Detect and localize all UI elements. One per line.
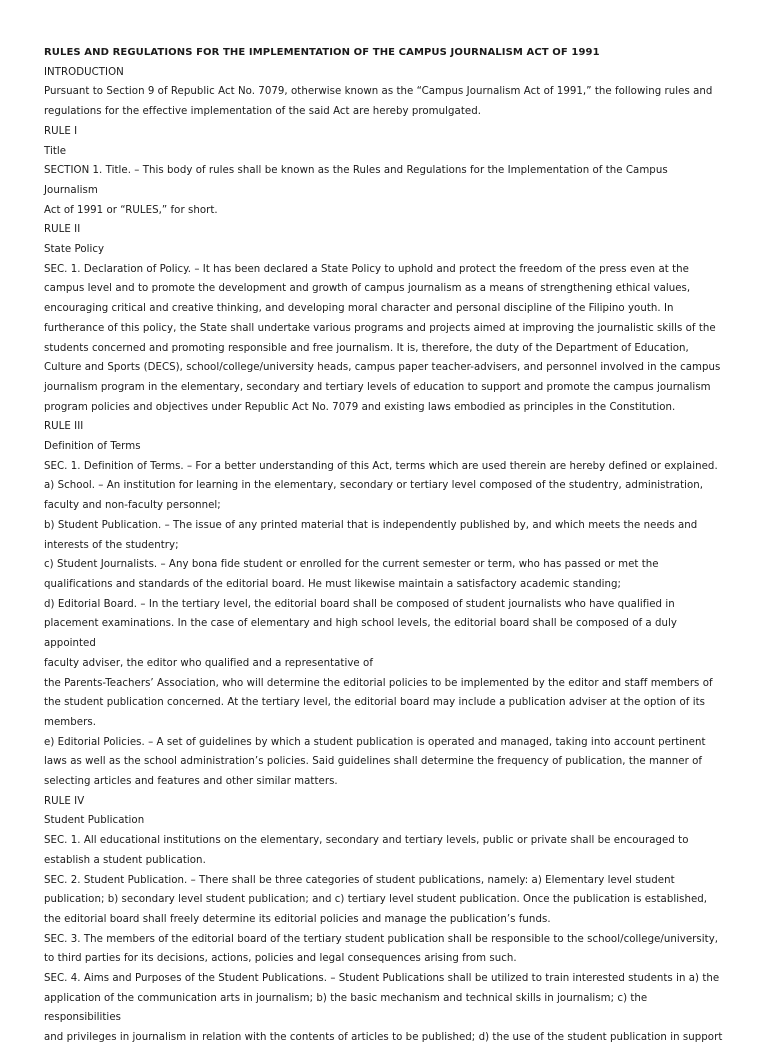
text-line: Act of 1991 or “RULES,” for short. <box>44 204 218 216</box>
text-line: the student publication concerned. At the tertiary level, the editorial board may include a publication adviser at the option of its <box>44 697 705 709</box>
document-page <box>44 43 724 1048</box>
text-line: laws as well as the school administration’s policies. Said guidelines shall determine the frequency of publication, the manner of <box>44 756 703 768</box>
rule-heading: RULE III <box>44 421 84 433</box>
text-line: faculty and non-faculty personnel; <box>44 500 221 512</box>
text-line: encouraging critical and creative thinking, and developing moral character and personal discipline of the Filipino youth. In <box>44 303 674 315</box>
rule-title: Title <box>44 145 67 157</box>
text-line: c) Student Journalists. – Any bona fide student or enrolled for the current semester or term, who has passed or met the <box>44 559 659 571</box>
text-line: the editorial board shall freely determine its editorial policies and manage the publication’s funds. <box>44 913 551 925</box>
text-line: the Parents-Teachers’ Association, who will determine the editorial policies to be implemented by the editor and staff members of <box>44 677 713 689</box>
text-line: placement examinations. In the case of elementary and high school levels, the editorial board shall be composed of a duly appointed <box>44 618 677 650</box>
section-heading-introduction: INTRODUCTION <box>44 66 124 78</box>
rule-title: Definition of Terms <box>44 441 141 453</box>
text-line: to third parties for its decisions, actions, policies and legal consequences arising from such. <box>44 953 517 965</box>
text-line: qualifications and standards of the editorial board. He must likewise maintain a satisfactory academic standing; <box>44 578 622 590</box>
text-line: e) Editorial Policies. – A set of guidelines by which a student publication is operated and managed, taking into account pertinent <box>44 736 706 748</box>
text-line: students concerned and promoting responsible and free journalism. It is, therefore, the duty of the Department of Education, <box>44 342 689 354</box>
rule-title: Student Publication <box>44 815 145 827</box>
text-line: SEC. 3. The members of the editorial board of the tertiary student publication shall be responsible to the school/college/university, <box>44 933 719 945</box>
text-line: program policies and objectives under Republic Act No. 7079 and existing laws embodied as principles in the Constitution. <box>44 401 676 413</box>
text-line: faculty adviser, the editor who qualified and a representative of <box>44 657 373 669</box>
text-line: members. <box>44 716 96 728</box>
text-line: SEC. 2. Student Publication. – There shall be three categories of student publications, namely: a) Elementary level student <box>44 874 675 886</box>
text-line: furtherance of this policy, the State shall undertake various programs and projects aimed at improving the journalistic skills of the <box>44 322 716 334</box>
text-line: SEC. 4. Aims and Purposes of the Student Publications. – Student Publications shall be utilized to train interested students in a) the <box>44 973 720 985</box>
text-line: b) Student Publication. – The issue of any printed material that is independently published by, and which meets the needs and <box>44 519 698 531</box>
text-line: SECTION 1. Title. – This body of rules shall be known as the Rules and Regulations for the Implementation of the Campus Journalism <box>44 165 668 196</box>
rule-heading: RULE IV <box>44 795 85 807</box>
text-line: establish a student publication. <box>44 854 206 866</box>
text-line: interests of the studentry; <box>44 539 179 551</box>
rule-heading: RULE II <box>44 224 81 236</box>
text-line: SEC. 1. Definition of Terms. – For a better understanding of this Act, terms which are used therein are hereby defined or explained. <box>44 460 718 472</box>
rule-title: State Policy <box>44 244 105 256</box>
text-line: and privileges in journalism in relation with the contents of articles to be published; d) the use of the student publication in support <box>44 1032 723 1044</box>
rule-heading: RULE I <box>44 125 78 137</box>
text-line: regulations for the effective implementation of the said Act are hereby promulgated. <box>44 106 481 118</box>
document-title: RULES AND REGULATIONS FOR THE IMPLEMENTATION OF THE CAMPUS JOURNALISM ACT OF 1991 <box>44 47 600 58</box>
text-line: Pursuant to Section 9 of Republic Act No. 7079, otherwise known as the “Campus Journalism Act of 1991,” the following rules and <box>44 86 713 98</box>
text-line: journalism program in the elementary, secondary and tertiary levels of education to support and promote the campus journalism <box>44 381 711 393</box>
text-line: SEC. 1. All educational institutions on the elementary, secondary and tertiary levels, public or private shall be encouraged to <box>44 835 689 847</box>
text-line: SEC. 1. Declaration of Policy. – It has been declared a State Policy to uphold and protect the freedom of the press even at the <box>44 263 689 275</box>
text-line: d) Editorial Board. – In the tertiary level, the editorial board shall be composed of student journalists who have qualified in <box>44 598 675 610</box>
text-line: a) School. – An institution for learning in the elementary, secondary or tertiary level composed of the studentry, administration, <box>44 480 704 492</box>
text-line: application of the communication arts in journalism; b) the basic mechanism and technical skills in journalism; c) the responsibilities <box>44 992 648 1024</box>
text-line: selecting articles and features and other similar matters. <box>44 776 338 788</box>
text-line: Culture and Sports (DECS), school/college/university heads, campus paper teacher-advisers, and personnel involved in the campus <box>44 362 721 374</box>
text-line: publication; b) secondary level student publication; and c) tertiary level student publication. Once the publication is established, <box>44 894 708 906</box>
text-line: campus level and to promote the development and growth of campus journalism as a means of strengthening ethical values, <box>44 283 691 295</box>
